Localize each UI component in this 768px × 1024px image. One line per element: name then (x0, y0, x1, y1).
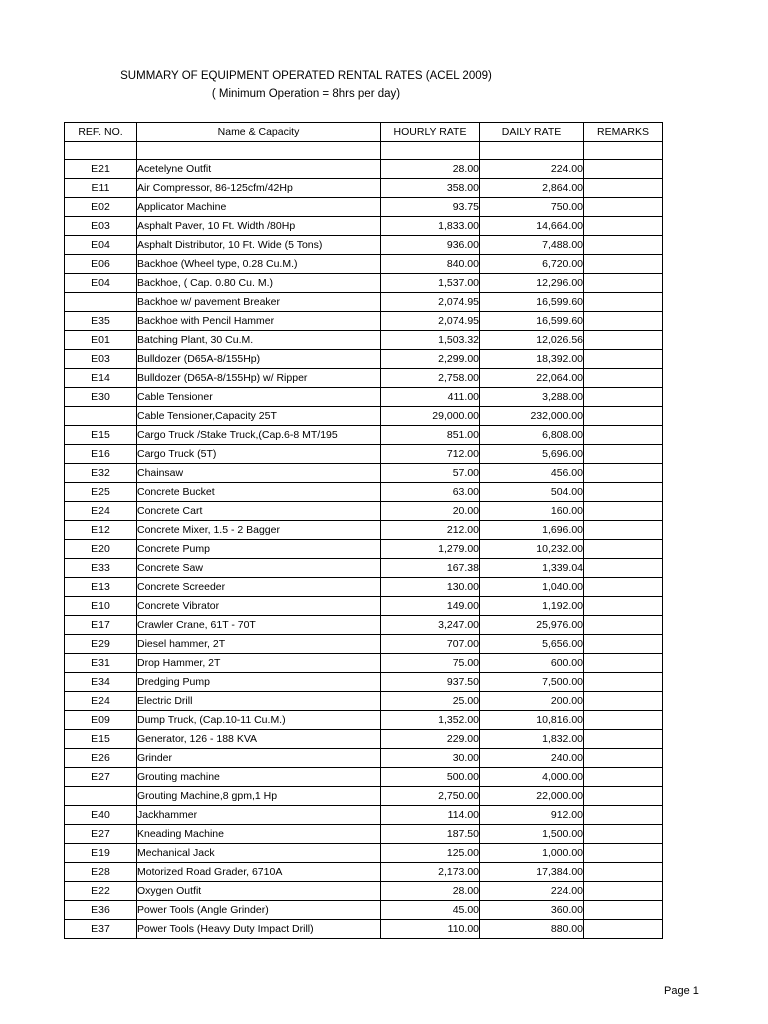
table-row (65, 312, 663, 331)
remarks-cell (584, 521, 663, 540)
page-number: Page 1 (664, 985, 699, 997)
ref-cell: E40 (65, 806, 137, 825)
table-row (65, 502, 663, 521)
daily-rate-cell: 6,808.00 (480, 426, 584, 445)
ref-cell: E10 (65, 597, 137, 616)
ref-cell: E02 (65, 198, 137, 217)
blank-cell (584, 142, 663, 160)
ref-cell: E20 (65, 540, 137, 559)
ref-cell: E12 (65, 521, 137, 540)
daily-rate-cell: 5,696.00 (480, 445, 584, 464)
name-cell: Grouting Machine,8 gpm,1 Hp (137, 787, 381, 806)
name-cell: Motorized Road Grader, 6710A (137, 863, 381, 882)
hourly-rate-cell: 936.00 (381, 236, 480, 255)
remarks-cell (584, 635, 663, 654)
name-cell: Concrete Bucket (137, 483, 381, 502)
hourly-rate-cell: 28.00 (381, 160, 480, 179)
name-cell: Crawler Crane, 61T - 70T (137, 616, 381, 635)
ref-cell: E29 (65, 635, 137, 654)
table-row (65, 787, 663, 806)
daily-rate-cell: 224.00 (480, 882, 584, 901)
daily-rate-cell: 4,000.00 (480, 768, 584, 787)
hourly-rate-cell: 937.50 (381, 673, 480, 692)
table-row (65, 597, 663, 616)
ref-cell: E14 (65, 369, 137, 388)
daily-rate-cell: 160.00 (480, 502, 584, 521)
name-cell: Dredging Pump (137, 673, 381, 692)
hourly-rate-cell: 130.00 (381, 578, 480, 597)
name-cell: Bulldozer (D65A-8/155Hp) w/ Ripper (137, 369, 381, 388)
name-cell: Cable Tensioner,Capacity 25T (137, 407, 381, 426)
remarks-cell (584, 844, 663, 863)
ref-cell (65, 293, 137, 312)
hourly-rate-cell: 2,074.95 (381, 293, 480, 312)
daily-rate-cell: 6,720.00 (480, 255, 584, 274)
ref-cell: E27 (65, 825, 137, 844)
name-cell: Cargo Truck /Stake Truck,(Cap.6-8 MT/195 (137, 426, 381, 445)
table-row (65, 540, 663, 559)
daily-rate-cell: 456.00 (480, 464, 584, 483)
ref-cell: E27 (65, 768, 137, 787)
daily-rate-cell: 1,500.00 (480, 825, 584, 844)
blank-cell (480, 142, 584, 160)
hourly-rate-cell: 2,299.00 (381, 350, 480, 369)
ref-cell: E03 (65, 217, 137, 236)
table-row (65, 293, 663, 312)
table-row (65, 844, 663, 863)
hourly-rate-cell: 212.00 (381, 521, 480, 540)
daily-rate-cell: 600.00 (480, 654, 584, 673)
header-ref-no: REF. NO. (65, 123, 137, 142)
daily-rate-cell: 22,064.00 (480, 369, 584, 388)
daily-rate-cell: 1,832.00 (480, 730, 584, 749)
name-cell: Backhoe w/ pavement Breaker (137, 293, 381, 312)
hourly-rate-cell: 2,074.95 (381, 312, 480, 331)
table-row (65, 692, 663, 711)
name-cell: Concrete Cart (137, 502, 381, 521)
remarks-cell (584, 540, 663, 559)
ref-cell: E35 (65, 312, 137, 331)
daily-rate-cell: 14,664.00 (480, 217, 584, 236)
table-row (65, 825, 663, 844)
remarks-cell (584, 597, 663, 616)
blank-cell (65, 142, 137, 160)
name-cell: Concrete Saw (137, 559, 381, 578)
ref-cell: E26 (65, 749, 137, 768)
daily-rate-cell: 224.00 (480, 160, 584, 179)
table-row (65, 407, 663, 426)
name-cell: Concrete Pump (137, 540, 381, 559)
hourly-rate-cell: 840.00 (381, 255, 480, 274)
ref-cell: E04 (65, 236, 137, 255)
daily-rate-cell: 7,500.00 (480, 673, 584, 692)
hourly-rate-cell: 411.00 (381, 388, 480, 407)
name-cell: Acetelyne Outfit (137, 160, 381, 179)
header-hourly-rate: HOURLY RATE (381, 123, 480, 142)
hourly-rate-cell: 1,279.00 (381, 540, 480, 559)
remarks-cell (584, 882, 663, 901)
table-header-row (65, 123, 663, 142)
ref-cell: E24 (65, 692, 137, 711)
table-row (65, 236, 663, 255)
hourly-rate-cell: 125.00 (381, 844, 480, 863)
table-row (65, 920, 663, 939)
daily-rate-cell: 10,816.00 (480, 711, 584, 730)
hourly-rate-cell: 851.00 (381, 426, 480, 445)
remarks-cell (584, 502, 663, 521)
table-row (65, 445, 663, 464)
table-row (65, 673, 663, 692)
remarks-cell (584, 255, 663, 274)
ref-cell: E25 (65, 483, 137, 502)
table-row (65, 388, 663, 407)
name-cell: Batching Plant, 30 Cu.M. (137, 331, 381, 350)
hourly-rate-cell: 712.00 (381, 445, 480, 464)
table-row (65, 749, 663, 768)
header-daily-rate: DAILY RATE (480, 123, 584, 142)
remarks-cell (584, 863, 663, 882)
remarks-cell (584, 369, 663, 388)
table-row (65, 635, 663, 654)
ref-cell: E24 (65, 502, 137, 521)
header-remarks: REMARKS (584, 123, 663, 142)
blank-cell (137, 142, 381, 160)
daily-rate-cell: 18,392.00 (480, 350, 584, 369)
name-cell: Grouting machine (137, 768, 381, 787)
hourly-rate-cell: 20.00 (381, 502, 480, 521)
hourly-rate-cell: 707.00 (381, 635, 480, 654)
name-cell: Backhoe, ( Cap. 0.80 Cu. M.) (137, 274, 381, 293)
ref-cell: E03 (65, 350, 137, 369)
ref-cell: E36 (65, 901, 137, 920)
daily-rate-cell: 5,656.00 (480, 635, 584, 654)
table-row (65, 863, 663, 882)
table-row (65, 331, 663, 350)
table-row (65, 350, 663, 369)
hourly-rate-cell: 2,758.00 (381, 369, 480, 388)
name-cell: Dump Truck, (Cap.10-11 Cu.M.) (137, 711, 381, 730)
name-cell: Kneading Machine (137, 825, 381, 844)
ref-cell: E31 (65, 654, 137, 673)
ref-cell: E17 (65, 616, 137, 635)
ref-cell (65, 787, 137, 806)
ref-cell: E21 (65, 160, 137, 179)
remarks-cell (584, 293, 663, 312)
remarks-cell (584, 730, 663, 749)
name-cell: Asphalt Distributor, 10 Ft. Wide (5 Tons) (137, 236, 381, 255)
document-subtitle: ( Minimum Operation = 8hrs per day) (211, 88, 401, 100)
table-row (65, 217, 663, 236)
hourly-rate-cell: 2,750.00 (381, 787, 480, 806)
hourly-rate-cell: 229.00 (381, 730, 480, 749)
ref-cell: E15 (65, 426, 137, 445)
table-row (65, 464, 663, 483)
remarks-cell (584, 312, 663, 331)
blank-cell (381, 142, 480, 160)
remarks-cell (584, 445, 663, 464)
hourly-rate-cell: 25.00 (381, 692, 480, 711)
remarks-cell (584, 331, 663, 350)
document-title: SUMMARY OF EQUIPMENT OPERATED RENTAL RATES (ACEL 2009) (120, 70, 492, 82)
ref-cell: E16 (65, 445, 137, 464)
ref-cell: E37 (65, 920, 137, 939)
hourly-rate-cell: 167.38 (381, 559, 480, 578)
remarks-cell (584, 616, 663, 635)
name-cell: Generator, 126 - 188 KVA (137, 730, 381, 749)
table-row (65, 521, 663, 540)
remarks-cell (584, 901, 663, 920)
daily-rate-cell: 1,192.00 (480, 597, 584, 616)
hourly-rate-cell: 1,503.32 (381, 331, 480, 350)
remarks-cell (584, 160, 663, 179)
daily-rate-cell: 17,384.00 (480, 863, 584, 882)
hourly-rate-cell: 149.00 (381, 597, 480, 616)
hourly-rate-cell: 63.00 (381, 483, 480, 502)
name-cell: Asphalt Paver, 10 Ft. Width /80Hp (137, 217, 381, 236)
remarks-cell (584, 673, 663, 692)
remarks-cell (584, 768, 663, 787)
table-row (65, 654, 663, 673)
hourly-rate-cell: 57.00 (381, 464, 480, 483)
hourly-rate-cell: 30.00 (381, 749, 480, 768)
ref-cell: E15 (65, 730, 137, 749)
daily-rate-cell: 3,288.00 (480, 388, 584, 407)
name-cell: Cable Tensioner (137, 388, 381, 407)
hourly-rate-cell: 1,833.00 (381, 217, 480, 236)
daily-rate-cell: 200.00 (480, 692, 584, 711)
daily-rate-cell: 2,864.00 (480, 179, 584, 198)
name-cell: Cargo Truck (5T) (137, 445, 381, 464)
hourly-rate-cell: 3,247.00 (381, 616, 480, 635)
ref-cell: E13 (65, 578, 137, 597)
name-cell: Backhoe (Wheel type, 0.28 Cu.M.) (137, 255, 381, 274)
daily-rate-cell: 1,040.00 (480, 578, 584, 597)
table-row (65, 806, 663, 825)
table-row (65, 198, 663, 217)
name-cell: Grinder (137, 749, 381, 768)
ref-cell: E04 (65, 274, 137, 293)
remarks-cell (584, 198, 663, 217)
ref-cell: E30 (65, 388, 137, 407)
ref-cell (65, 407, 137, 426)
ref-cell: E33 (65, 559, 137, 578)
remarks-cell (584, 559, 663, 578)
daily-rate-cell: 16,599.60 (480, 312, 584, 331)
table-row (65, 179, 663, 198)
remarks-cell (584, 787, 663, 806)
table-row (65, 274, 663, 293)
name-cell: Electric Drill (137, 692, 381, 711)
name-cell: Chainsaw (137, 464, 381, 483)
remarks-cell (584, 426, 663, 445)
daily-rate-cell: 504.00 (480, 483, 584, 502)
name-cell: Air Compressor, 86-125cfm/42Hp (137, 179, 381, 198)
remarks-cell (584, 749, 663, 768)
ref-cell: E22 (65, 882, 137, 901)
remarks-cell (584, 464, 663, 483)
remarks-cell (584, 217, 663, 236)
name-cell: Concrete Screeder (137, 578, 381, 597)
table-row (65, 578, 663, 597)
name-cell: Backhoe with Pencil Hammer (137, 312, 381, 331)
remarks-cell (584, 806, 663, 825)
hourly-rate-cell: 29,000.00 (381, 407, 480, 426)
ref-cell: E11 (65, 179, 137, 198)
ref-cell: E09 (65, 711, 137, 730)
name-cell: Oxygen Outfit (137, 882, 381, 901)
daily-rate-cell: 1,000.00 (480, 844, 584, 863)
table-row (65, 730, 663, 749)
ref-cell: E28 (65, 863, 137, 882)
name-cell: Power Tools (Heavy Duty Impact Drill) (137, 920, 381, 939)
hourly-rate-cell: 114.00 (381, 806, 480, 825)
table-row (65, 559, 663, 578)
hourly-rate-cell: 110.00 (381, 920, 480, 939)
hourly-rate-cell: 2,173.00 (381, 863, 480, 882)
daily-rate-cell: 7,488.00 (480, 236, 584, 255)
name-cell: Jackhammer (137, 806, 381, 825)
hourly-rate-cell: 75.00 (381, 654, 480, 673)
name-cell: Concrete Vibrator (137, 597, 381, 616)
daily-rate-cell: 22,000.00 (480, 787, 584, 806)
daily-rate-cell: 12,026.56 (480, 331, 584, 350)
daily-rate-cell: 232,000.00 (480, 407, 584, 426)
remarks-cell (584, 578, 663, 597)
table-row (65, 255, 663, 274)
ref-cell: E06 (65, 255, 137, 274)
remarks-cell (584, 236, 663, 255)
remarks-cell (584, 654, 663, 673)
hourly-rate-cell: 358.00 (381, 179, 480, 198)
table-row (65, 768, 663, 787)
table-row (65, 616, 663, 635)
ref-cell: E01 (65, 331, 137, 350)
table-row (65, 426, 663, 445)
daily-rate-cell: 1,696.00 (480, 521, 584, 540)
table-row (65, 160, 663, 179)
name-cell: Power Tools (Angle Grinder) (137, 901, 381, 920)
hourly-rate-cell: 28.00 (381, 882, 480, 901)
name-cell: Applicator Machine (137, 198, 381, 217)
remarks-cell (584, 179, 663, 198)
daily-rate-cell: 16,599.60 (480, 293, 584, 312)
daily-rate-cell: 12,296.00 (480, 274, 584, 293)
name-cell: Diesel hammer, 2T (137, 635, 381, 654)
hourly-rate-cell: 187.50 (381, 825, 480, 844)
table-row (65, 483, 663, 502)
table-row (65, 901, 663, 920)
daily-rate-cell: 1,339.04 (480, 559, 584, 578)
ref-cell: E19 (65, 844, 137, 863)
hourly-rate-cell: 45.00 (381, 901, 480, 920)
daily-rate-cell: 240.00 (480, 749, 584, 768)
name-cell: Drop Hammer, 2T (137, 654, 381, 673)
ref-cell: E32 (65, 464, 137, 483)
daily-rate-cell: 750.00 (480, 198, 584, 217)
remarks-cell (584, 274, 663, 293)
daily-rate-cell: 912.00 (480, 806, 584, 825)
remarks-cell (584, 825, 663, 844)
remarks-cell (584, 483, 663, 502)
header-name-capacity: Name & Capacity (137, 123, 381, 142)
daily-rate-cell: 25,976.00 (480, 616, 584, 635)
remarks-cell (584, 388, 663, 407)
rental-rates-table (64, 122, 663, 939)
remarks-cell (584, 711, 663, 730)
table-row (65, 369, 663, 388)
name-cell: Concrete Mixer, 1.5 - 2 Bagger (137, 521, 381, 540)
remarks-cell (584, 407, 663, 426)
hourly-rate-cell: 93.75 (381, 198, 480, 217)
remarks-cell (584, 350, 663, 369)
name-cell: Mechanical Jack (137, 844, 381, 863)
hourly-rate-cell: 1,537.00 (381, 274, 480, 293)
table-row (65, 711, 663, 730)
ref-cell: E34 (65, 673, 137, 692)
hourly-rate-cell: 500.00 (381, 768, 480, 787)
remarks-cell (584, 920, 663, 939)
blank-row (65, 142, 663, 160)
daily-rate-cell: 360.00 (480, 901, 584, 920)
name-cell: Bulldozer (D65A-8/155Hp) (137, 350, 381, 369)
daily-rate-cell: 880.00 (480, 920, 584, 939)
table-row (65, 882, 663, 901)
daily-rate-cell: 10,232.00 (480, 540, 584, 559)
hourly-rate-cell: 1,352.00 (381, 711, 480, 730)
remarks-cell (584, 692, 663, 711)
